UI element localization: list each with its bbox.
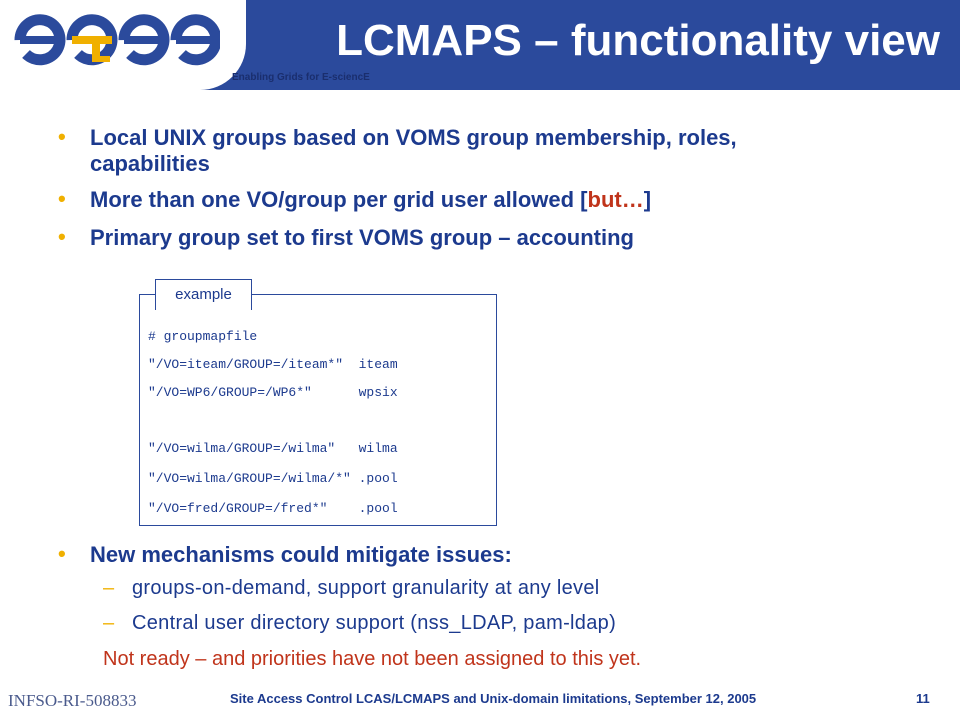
bullet-4-text: New mechanisms could mitigate issues: (90, 542, 512, 567)
dash-icon: – (103, 612, 115, 634)
code-line: "/VO=WP6/GROUP=/WP6*" wpsix (148, 385, 398, 400)
subitem-2: Central user directory support (nss_LDAP, pam-ldap) (132, 612, 617, 634)
code-line: "/VO=wilma/GROUP=/wilma" wilma (148, 441, 398, 456)
bullet-2-text (90, 187, 920, 213)
footer-title: Site Access Control LCAS/LCMAPS and Unix-domain limitations, September 12, 2005 (230, 691, 757, 706)
bullet-2-part-b: ] (643, 187, 652, 212)
bullet-icon: • (58, 224, 66, 249)
bullet-2-part-a: More than one VO/group per grid user allowed [ (90, 187, 588, 212)
bullet-1-line1: Local UNIX groups based on VOMS group membership, roles, (90, 125, 737, 150)
page-title: LCMAPS – functionality view (336, 16, 940, 65)
bullet-icon: • (58, 541, 66, 566)
page-number: 11 (916, 691, 930, 706)
footer-project-id: INFSO-RI-508833 (8, 691, 137, 710)
bullet-1-text (90, 125, 920, 177)
note-text: Not ready – and priorities have not been assigned to this yet. (103, 648, 642, 670)
code-line: "/VO=iteam/GROUP=/iteam*" iteam (148, 357, 398, 372)
bullet-3-text: Primary group set to first VOMS group – accounting (90, 225, 634, 250)
code-line: "/VO=wilma/GROUP=/wilma/*" .pool (148, 471, 398, 486)
tagline: Enabling Grids for E-sciencE (232, 72, 370, 83)
bullet-icon: • (58, 124, 66, 149)
bullet-1-line2: capabilities (90, 151, 210, 176)
code-line: # groupmapfile (148, 329, 258, 344)
bullet-2-red: but… (587, 187, 644, 212)
bullet-icon: • (58, 186, 66, 211)
dash-icon: – (103, 577, 115, 599)
example-label: example (155, 279, 252, 310)
subitem-1: groups-on-demand, support granularity at any level (132, 577, 600, 599)
code-line: "/VO=fred/GROUP=/fred*" .pool (148, 501, 398, 516)
